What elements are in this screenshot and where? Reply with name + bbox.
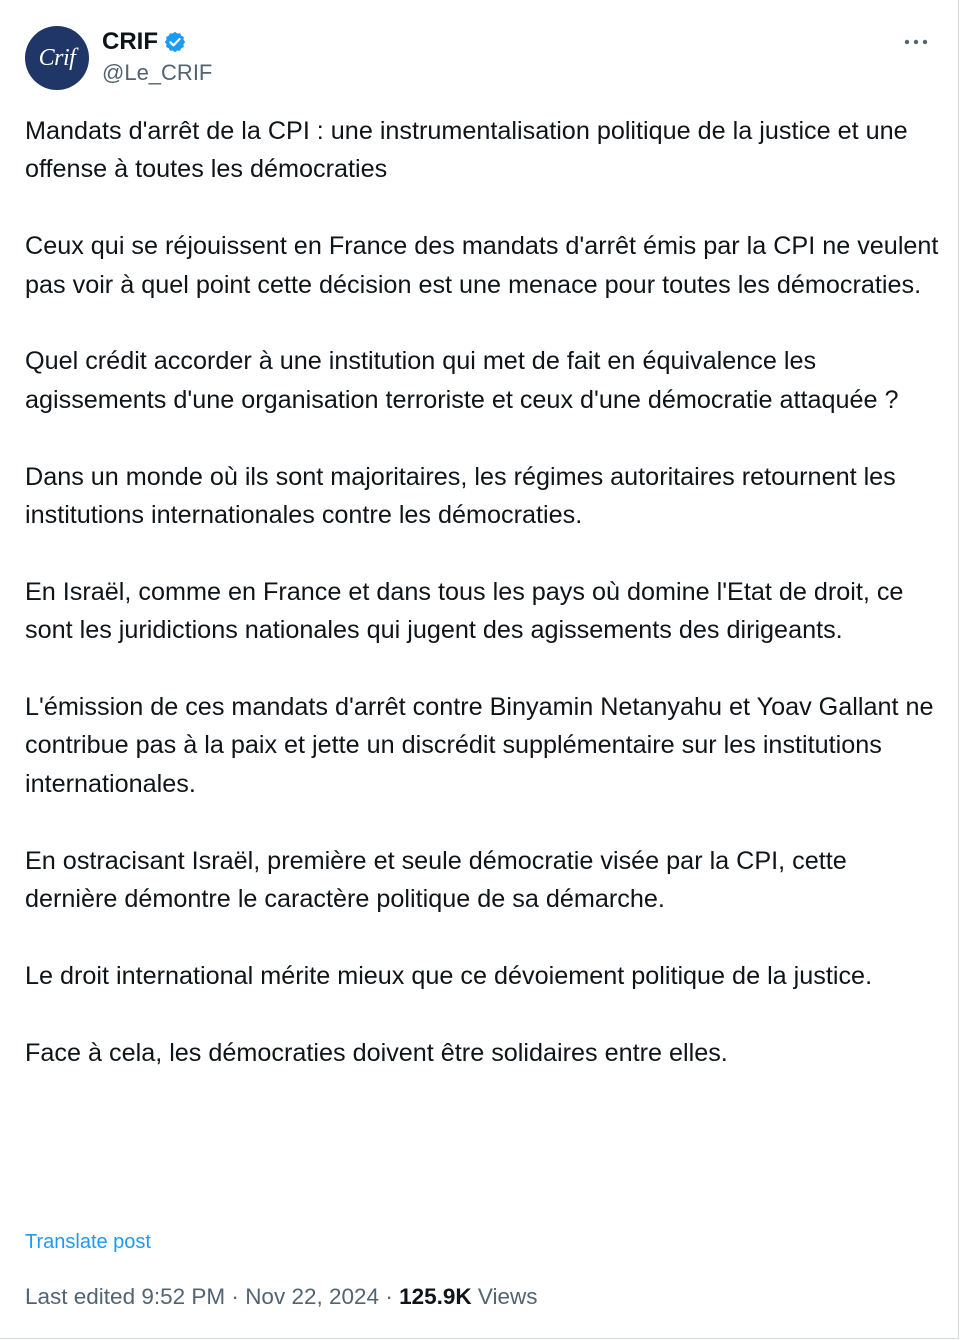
- more-options-icon[interactable]: [900, 30, 932, 54]
- tweet-paragraph: Face à cela, les démocraties doivent être solidaires entre elles.: [25, 1038, 728, 1067]
- author-name-line: [102, 26, 187, 58]
- post-time[interactable]: 9:52 PM: [141, 1284, 226, 1309]
- tweet-paragraph: Le droit international mérite mieux que ce dévoiement politique de la justice.: [25, 961, 873, 990]
- tweet-paragraph: Mandats d'arrêt de la CPI : une instrumentalisation politique de la justice et une offense à toutes les démocraties: [25, 117, 908, 184]
- translate-post-link[interactable]: Translate post: [25, 1231, 151, 1253]
- tweet-paragraph: L'émission de ces mandats d'arrêt contre Binyamin Netanyahu et Yoav Gallant ne contribue pas à la paix et jette un discrédit supplémentaire sur les institutions internationales.: [25, 693, 934, 798]
- views-label: Views: [477, 1284, 538, 1309]
- tweet-paragraph: En Israël, comme en France et dans tous les pays où domine l'Etat de droit, ce sont les juridictions nationales qui jugent des agissements des dirigeants.: [25, 577, 904, 645]
- meta-separator: ·: [385, 1284, 393, 1309]
- avatar[interactable]: [25, 26, 89, 90]
- edited-label[interactable]: Last edited: [25, 1284, 136, 1309]
- verified-badge-icon: [163, 30, 187, 54]
- post-date[interactable]: Nov 22, 2024: [245, 1284, 380, 1309]
- tweet-paragraph: Ceux qui se réjouissent en France des mandats d'arrêt émis par la CPI ne veulent pas voir à quel point cette décision est une menace pour toutes les démocraties.: [25, 232, 939, 299]
- author-display-name[interactable]: CRIF: [102, 28, 158, 55]
- avatar-logo-text: Crif: [38, 44, 76, 71]
- tweet-paragraph: Quel crédit accorder à une institution qui met de fait en équivalence les agissements d'une organisation terroriste et ceux d'une démocratie attaquée ?: [25, 347, 899, 414]
- tweet-text: [25, 112, 940, 1072]
- tweet-paragraph: En ostracisant Israël, première et seule démocratie visée par la CPI, cette dernière démontre le caractère politique de sa démarche.: [25, 846, 847, 914]
- meta-separator: ·: [231, 1284, 239, 1309]
- tweet-paragraph: Dans un monde où ils sont majoritaires, les régimes autoritaires retournent les institutions internationales contre les démocraties.: [25, 462, 896, 530]
- post-metadata: [25, 1284, 538, 1310]
- author-handle[interactable]: @Le_CRIF: [102, 60, 213, 85]
- views-count: 125.9K: [399, 1284, 472, 1309]
